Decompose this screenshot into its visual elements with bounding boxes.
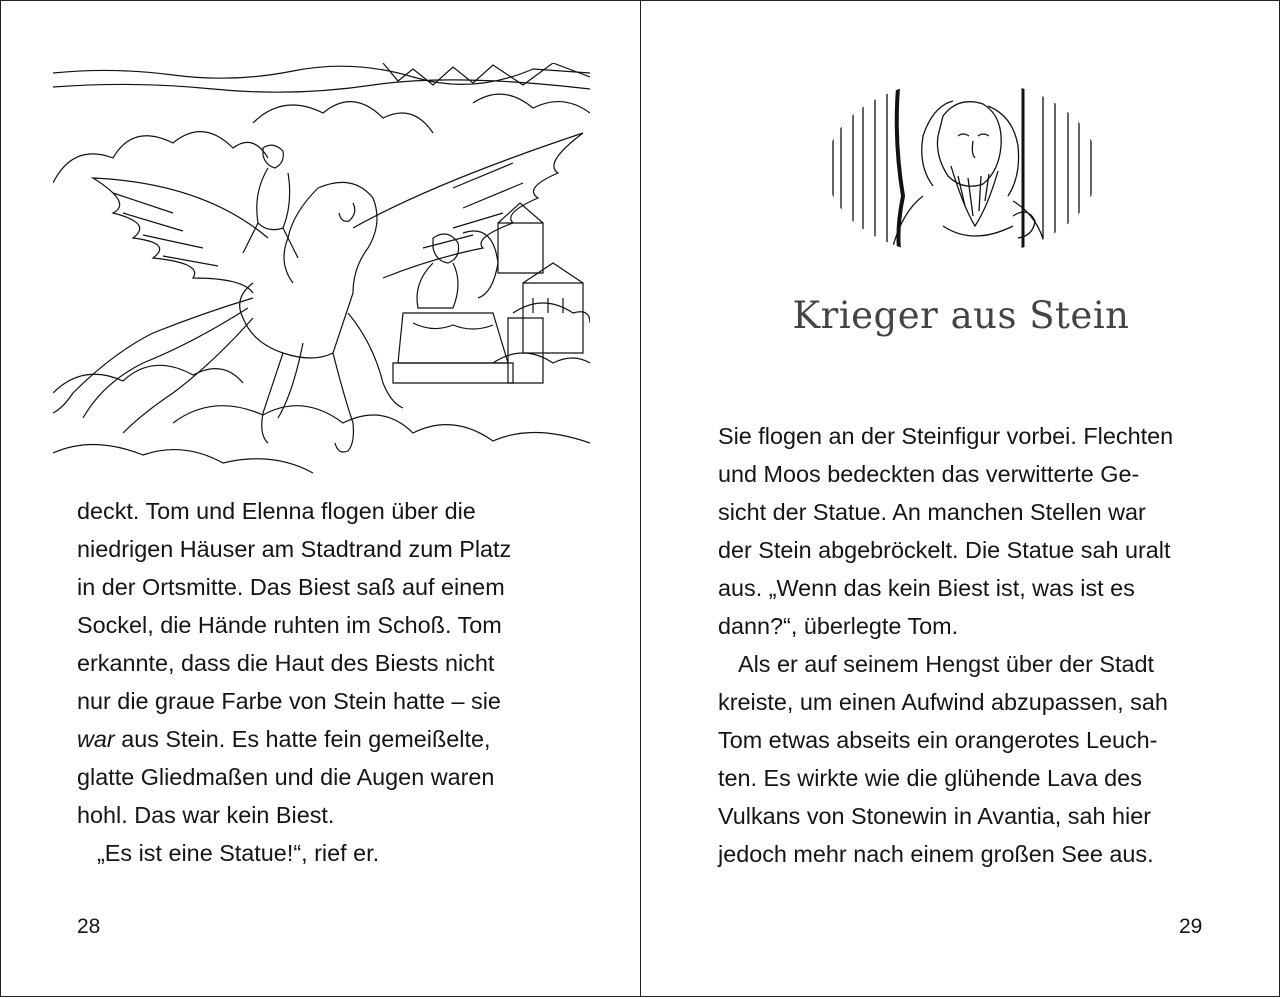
paragraph-start: Als er auf seinem Hengst über der Stadt (738, 651, 1155, 677)
text-line: in der Ortsmitte. Das Biest saß auf einem (77, 574, 505, 600)
left-page (0, 0, 641, 997)
text-line: Tom etwas abseits ein orangerotes Leuch- (718, 727, 1158, 753)
text-line: deckt. Tom und Elenna flogen über die (77, 498, 476, 524)
portrait-drawing (823, 76, 1101, 261)
text-line: ten. Es wirkte wie die glühende Lava des (718, 765, 1142, 791)
text-line: glatte Gliedmaßen und die Augen waren (77, 764, 495, 790)
text-line: aus. „Wenn das kein Biest ist, was ist es (718, 575, 1135, 601)
chapter-title: Krieger aus Stein (792, 294, 1130, 337)
page-number-right: 29 (1179, 915, 1203, 938)
dialog-line: „Es ist eine Statue!“, rief er. (97, 840, 380, 866)
text-line: nur die graue Farbe von Stein hatte – sie (77, 688, 501, 714)
pegasus-flight-illustration (53, 63, 590, 477)
text-line: Sie flogen an der Steinfigur vorbei. Flechten (718, 423, 1174, 449)
old-man-portrait-vignette (823, 76, 1101, 261)
text-line: der Stein abgebröckelt. Die Statue sah uralt (718, 537, 1171, 563)
text-line-with-italic (77, 720, 511, 758)
text-line: hohl. Das war kein Biest. (77, 802, 335, 828)
text-line: Sockel, die Hände ruhten im Schoß. Tom (77, 612, 502, 638)
text-line: erkannte, dass die Haut des Biests nicht (77, 650, 495, 676)
text-line: jedoch mehr nach einem großen See aus. (718, 841, 1154, 867)
text-line: und Moos bedeckten das verwitterte Ge- (718, 461, 1140, 487)
text-line: niedrigen Häuser am Stadtrand zum Platz (77, 536, 512, 562)
text-line: dann?“, überlegte Tom. (718, 613, 959, 639)
illustration-drawing (53, 63, 590, 477)
text-line: Vulkans von Stonewin in Avantia, sah hier (718, 803, 1151, 829)
text-line: kreiste, um einen Aufwind abzupassen, sah (718, 689, 1168, 715)
right-body-text (718, 417, 1173, 873)
page-number-left: 28 (77, 915, 101, 938)
italic-line-rest: aus Stein. Es hatte fein gemeißelte, (114, 726, 491, 752)
left-body-text (77, 492, 511, 872)
italic-word: war (77, 726, 115, 752)
text-line: sicht der Statue. An manchen Stellen war (718, 499, 1146, 525)
right-page (640, 0, 1280, 997)
